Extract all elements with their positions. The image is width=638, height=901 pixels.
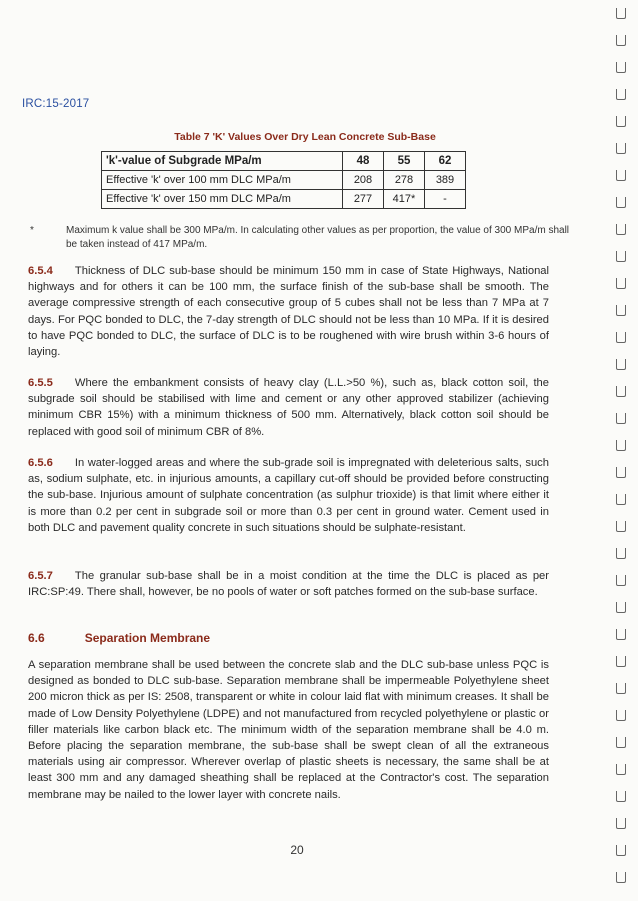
section-number: 6.6 [28,631,45,645]
binding-ring [616,89,626,100]
section-6-6-text [28,657,549,803]
table-cell: Effective 'k' over 150 mm DLC MPa/m [102,190,343,209]
binding-ring [616,764,626,775]
table-footnote [30,224,570,252]
clause-number: 6.5.6 [28,457,53,469]
binding-ring [616,845,626,856]
table-cell: 389 [425,171,466,190]
clause-text: Thickness of DLC sub-base should be minimum 150 mm in case of State Highways, National highways and for others it can be 100 mm, the surface finish of the sub-base shall be smooth. The average compressive strength of each consecutive group of 5 cubes shall not be less than 7 MPa at 7 days. For PQC bonded to DLC, the 7-day strength of DLC should not be less than 10 MPa. If it is desired to have PQC bonded to DLC, the surface of DLC is to be roughened with wire brush within 3-6 hours of laying. [28,265,549,359]
clause-text: The granular sub-base shall be in a moist condition at the time the DLC is placed as per IRC:SP:49. There shall, however, be no pools of water or soft patches formed on the sub-base surface. [28,570,549,599]
binding-ring [616,197,626,208]
table-cell: - [425,190,466,209]
table-cell: 278 [384,171,425,190]
clause-text: Where the embankment consists of heavy clay (L.L.>50 %), such as, black cotton soil, the subgrade soil should be stabilised with lime and cement or any other approved stabilizer (achieving minimum CBR 15%) with a minimum thickness of 500 mm. Alternatively, black cotton soil should be replaced with good soil of minimum CBR of 8%. [28,377,549,438]
binding-ring [616,413,626,424]
clause-6-5-5 [28,375,549,440]
table-header-cell: 48 [343,152,384,171]
binding-ring [616,791,626,802]
binding-ring [616,710,626,721]
binding-ring [616,8,626,19]
table-cell: 417* [384,190,425,209]
binding-ring [616,575,626,586]
table-header-cell: 62 [425,152,466,171]
table-row [102,171,466,190]
binding-ring [616,629,626,640]
binding-ring [616,62,626,73]
footnote-marker: * [30,225,34,236]
binding-ring [616,494,626,505]
binding-ring [616,521,626,532]
footnote-text: Maximum k value shall be 300 MPa/m. In calculating other values as per proportion, the value of 300 MPa/m shall be taken instead of 417 MPa/m. [66,225,570,250]
clause-6-5-6 [28,455,549,536]
binding-ring [616,440,626,451]
binding-ring [616,467,626,478]
binding-ring [616,386,626,397]
binding-ring [616,143,626,154]
table-cell: 277 [343,190,384,209]
binding-ring [616,170,626,181]
clause-number: 6.5.5 [28,377,53,389]
clause-6-5-7 [28,568,549,600]
binding-ring [616,656,626,667]
clause-number: 6.5.4 [28,265,53,277]
binding-ring [616,818,626,829]
page-number: 20 [290,843,304,857]
binding-ring [616,602,626,613]
binding-ring [616,359,626,370]
table-title: Table 7 'K' Values Over Dry Lean Concrete Sub-Base [174,131,436,143]
document-code: IRC:15-2017 [22,98,90,110]
table-cell: Effective 'k' over 100 mm DLC MPa/m [102,171,343,190]
table-header-row [102,152,466,171]
section-heading [28,631,210,645]
binding-ring [616,548,626,559]
section-title: Separation Membrane [84,631,211,645]
clause-number: 6.5.7 [28,570,53,582]
clause-text: In water-logged areas and where the sub-grade soil is impregnated with deleterious salts, such as, sodium sulphate, etc. in injurious amounts, a capillary cut-off should be provided before constructing the sub-base. Injurious amount of sulphate concentration (as sulphur trioxide) is that limit where either it is more than 0.2 per cent in subgrade soil or more than 0.3 per cent in ground water. Cement used in both DLC and pavement quality concrete in such situations should be sulphate-resistant. [28,457,549,534]
binding-ring [616,224,626,235]
binding-ring [616,116,626,127]
clause-6-5-4 [28,263,549,360]
binding-ring [616,278,626,289]
table-header-cell: 'k'-value of Subgrade MPa/m [102,152,343,171]
binding-ring [616,251,626,262]
binding-ring [616,35,626,46]
binding-ring [616,737,626,748]
section-body: A separation membrane shall be used between the concrete slab and the DLC sub-base unless PQC is designed as bonded to DLC sub-base. Separation membrane shall be impermeable Polyethylene sheet 200 micron thick as per IS: 2508, transparent or white in colour laid flat with minimum creases. It shall be made of Low Density Polyethylene (LDPE) and not manufactured from recycled polyethylene or plastic or filler materials like carbon black etc. The minimum width of the separation membrane shall be 4.0 m. Before placing the separation membrane, the sub-base shall be swept clean of all the extraneous materials using air compressor. Wherever overlap of plastic sheets is necessary, the same shall be at least 300 mm and any damaged sheathing shall be replaced at the Contractor's cost. The separation membrane may be nailed to the lower layer with concrete nails. [28,659,549,801]
table-cell: 208 [343,171,384,190]
spiral-binding [616,0,628,901]
binding-ring [616,683,626,694]
k-values-table [101,151,466,209]
binding-ring [616,872,626,883]
table-row [102,190,466,209]
table-header-cell: 55 [384,152,425,171]
binding-ring [616,332,626,343]
binding-ring [616,305,626,316]
